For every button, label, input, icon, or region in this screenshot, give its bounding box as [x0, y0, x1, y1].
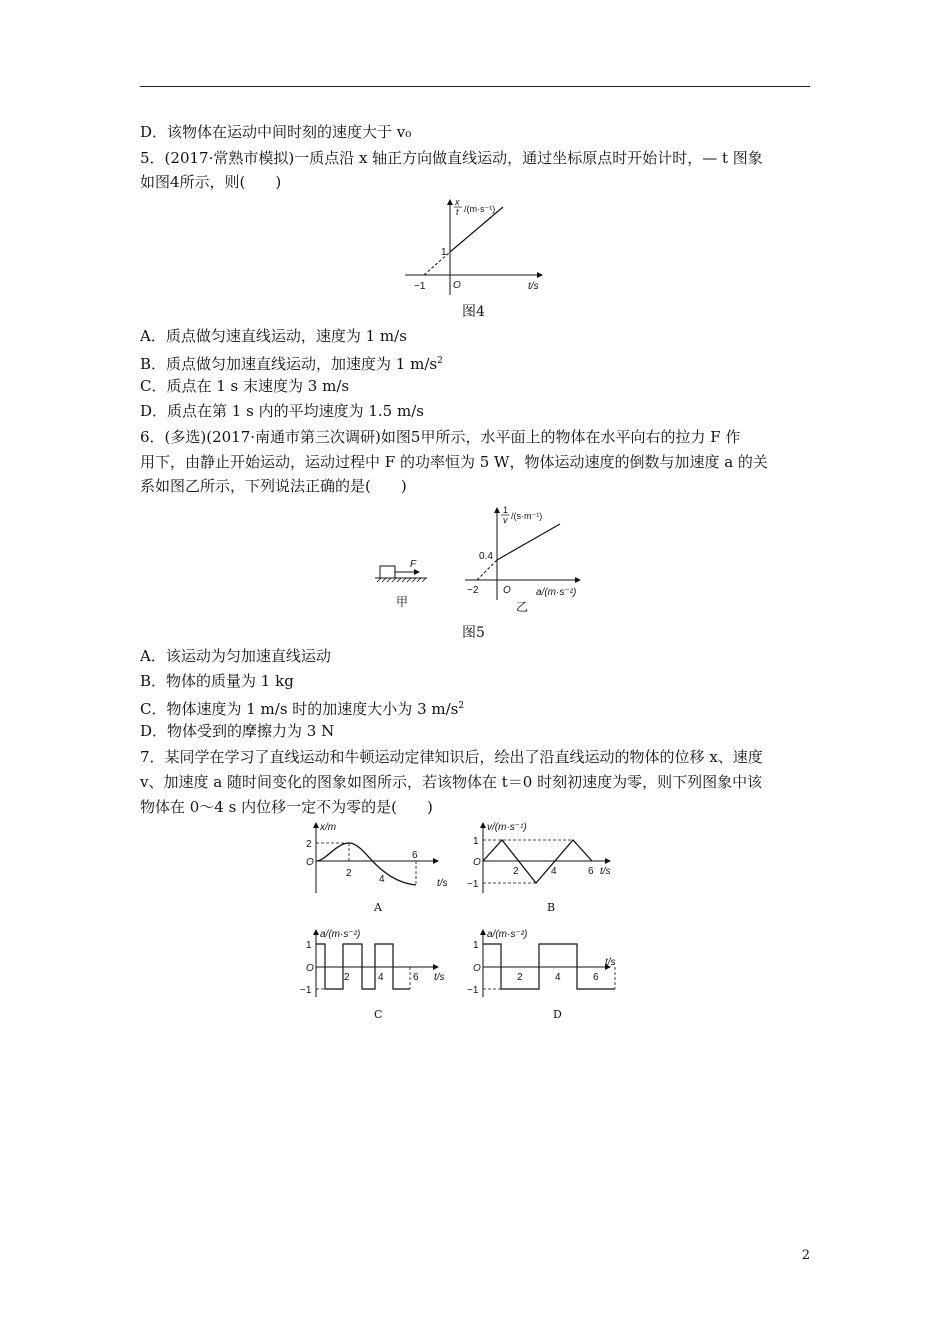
fig5-ylabel-den: v [503, 515, 508, 525]
figure-5-jia-diagram [375, 555, 435, 610]
graph-a-ylabel: x/m [320, 822, 337, 833]
graph-c-t4: 4 [378, 972, 384, 983]
fig4-xlabel: t/s [528, 281, 539, 292]
graph-b-t2: 2 [513, 866, 519, 877]
graph-d-t6: 6 [593, 972, 599, 983]
q5-option-b: B．质点做匀加速直线运动，加速度为 1 $m/s^2$ [140, 355, 443, 373]
fig4-ylabel-num: x [455, 197, 460, 207]
q4-option-d: D．该物体在运动中间时刻的速度大于 v₀ [140, 123, 412, 141]
fig5-xlabel: a/(m·s⁻²) [536, 587, 577, 598]
fig5-ylabel-unit: /(s·m⁻¹) [511, 511, 543, 521]
fig4-y-tick: 1 [441, 247, 447, 258]
fig5-x-tick: −2 [467, 585, 479, 596]
graph-a-xlabel: t/s [437, 878, 448, 889]
graph-d-caption: D [553, 1008, 562, 1021]
q7-graph-d [465, 925, 625, 1025]
fig4-ylabel-den: t [456, 207, 459, 217]
page-number: 2 [801, 1248, 810, 1263]
graph-a-curve [316, 843, 416, 885]
graph-d-ylabel: a/(m·s⁻²) [487, 929, 528, 940]
q6-stem-line2: 用下，由静止开始运动，运动过程中 F 的功率恒为 5 W，物体运动速度的倒数与加速度 a 的关 [140, 453, 768, 471]
figure-4-graph [400, 195, 560, 300]
graph-b-y-bot: −1 [467, 879, 479, 890]
fig4-x-tick: −1 [414, 281, 426, 292]
fig4-ylabel-unit: /(m·s⁻¹) [464, 204, 496, 214]
graph-b-caption: B [547, 901, 556, 914]
graph-b-xlabel: t/s [600, 866, 611, 877]
graph-c-origin: O [306, 963, 314, 974]
q6-stem-line1: 6．(多选)(2017·南通市第三次调研)如图5甲所示，水平面上的物体在水平向右的拉力 F 作 [140, 428, 741, 446]
block [380, 566, 395, 578]
header-rule [140, 86, 810, 87]
graph-d-t4: 4 [555, 972, 561, 983]
q5-option-a: A．质点做匀速直线运动，速度为 1 m/s [140, 327, 407, 345]
graph-b-origin: O [473, 857, 481, 868]
label-jia: 甲 [396, 595, 409, 609]
graph-d-y-bot: −1 [467, 985, 479, 996]
fig4-origin: O [453, 280, 461, 291]
graph-a-t4: 4 [379, 874, 385, 885]
q6-option-b: B．物体的质量为 1 kg [140, 672, 294, 690]
graph-c-ylabel: a/(m·s⁻²) [320, 929, 361, 940]
graph-c-y-top: 1 [306, 940, 312, 951]
q7-stem-line1: 7．某同学在学习了直线运动和牛顿运动定律知识后，绘出了沿直线运动的物体的位移 x、速度 [140, 748, 763, 766]
graph-c-t6: 6 [413, 972, 419, 983]
graph-d-origin: O [473, 963, 481, 974]
q5-option-d: D．质点在第 1 s 内的平均速度为 1.5 m/s [140, 402, 424, 420]
fig5-origin: O [503, 585, 511, 596]
graph-c-caption: C [374, 1008, 383, 1021]
q6-option-c: C．物体速度为 1 m/s 时的加速度大小为 3 $m/s^2$ [140, 700, 465, 718]
figure-5-caption: 图5 [462, 625, 485, 641]
label-yi: 乙 [516, 600, 529, 614]
figure-5-yi-graph [460, 500, 590, 620]
graph-a-caption: A [374, 901, 382, 914]
q7-graph-b [465, 818, 625, 918]
graph-a-t6: 6 [412, 850, 418, 861]
graph-d-t2: 2 [517, 972, 523, 983]
graph-a-origin: O [306, 857, 314, 868]
fig5-y-tick: 0.4 [479, 551, 493, 562]
graph-c-y-bot: −1 [300, 985, 312, 996]
q5-option-c: C．质点在 1 s 末速度为 3 m/s [140, 377, 350, 395]
q6-stem-line3: 系如图乙所示，下列说法正确的是( ) [140, 477, 407, 495]
graph-b-t4: 4 [551, 866, 557, 877]
q6-option-d: D．物体受到的摩擦力为 3 N [140, 722, 335, 740]
graph-a-y-top: 2 [306, 839, 312, 850]
q7-stem-line3: 物体在 0～4 s 内位移一定不为零的是( ) [140, 798, 433, 816]
q7-stem-line2: v、加速度 a 随时间变化的图象如图所示，若该物体在 t＝0 时刻初速度为零，则下列图象中该 [140, 773, 763, 791]
graph-d-xlabel: t/s [605, 957, 616, 968]
fig5-ylabel-num: 1 [503, 505, 509, 515]
fig5-dashed-extension [477, 560, 497, 580]
graph-c-xlabel: t/s [434, 972, 445, 983]
graph-a-t2: 2 [346, 868, 352, 879]
fig5-data-line [497, 524, 560, 560]
q7-graph-c [298, 925, 458, 1025]
graph-d-y-top: 1 [473, 940, 479, 951]
graph-b-y-top: 1 [473, 836, 479, 847]
graph-c-t2: 2 [344, 972, 350, 983]
figure-4-caption: 图4 [462, 304, 485, 320]
q6-option-a: A．该运动为匀加速直线运动 [140, 647, 331, 665]
q7-graph-a [298, 818, 458, 918]
graph-b-ylabel: v/(m·s⁻¹) [487, 822, 527, 833]
q5-stem-line2: 如图4所示，则( ) [140, 173, 282, 191]
q5-stem-line1: 5．(2017·常熟市模拟)一质点沿 x 轴正方向做直线运动，通过坐标原点时开始计时，— t 图象 [140, 149, 763, 167]
graph-b-t6: 6 [588, 866, 594, 877]
force-label: F [410, 559, 417, 570]
